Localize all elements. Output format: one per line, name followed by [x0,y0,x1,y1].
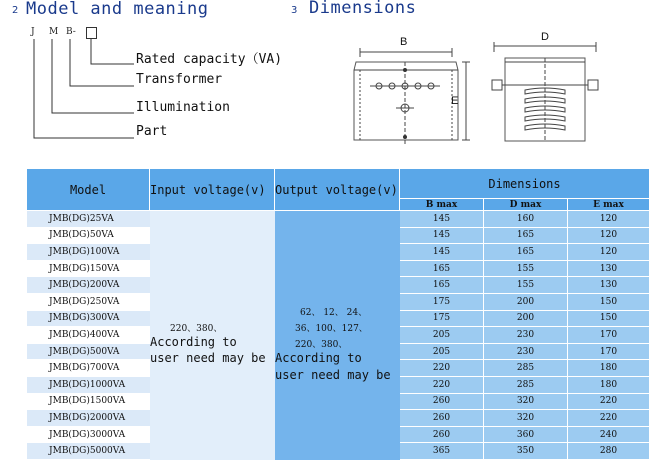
table-row-model: JMB(DG)500VA [27,344,150,361]
code-letter-b: B- [66,27,76,37]
table-row-model: JMB(DG)150VA [27,261,150,278]
table-cell-b-max: 220 [400,360,484,377]
dim-label-b: B [400,36,408,48]
table-cell-b-max: 205 [400,327,484,344]
header-dimensions [400,169,650,199]
subheader-e [568,199,650,211]
table-cell-b-max: 205 [400,344,484,361]
table-row-model: JMB(DG)700VA [27,360,150,377]
model-section-number: 2 [12,5,19,16]
table-cell-d-max: 320 [484,410,568,427]
table-cell-d-max: 285 [484,377,568,394]
table-row-model: JMB(DG)400VA [27,327,150,344]
table-cell-b-max: 260 [400,410,484,427]
output-voltage-line2: 36、100、127、 [295,324,368,334]
table-cell-d-max: 200 [484,294,568,311]
table-row-model: JMB(DG)2000VA [27,410,150,427]
dims-section-number: 3 [291,5,298,16]
input-voltage-values: 220、380、 [170,324,223,334]
table-cell-e-max: 220 [568,394,650,411]
table-row-model: JMB(DG)25VA [27,211,150,228]
table-cell-d-max: 350 [484,443,568,460]
table-row-model: JMB(DG)1000VA [27,377,150,394]
table-cell-d-max: 230 [484,327,568,344]
table-cell-b-max: 175 [400,294,484,311]
table-cell-e-max: 120 [568,244,650,261]
table-cell-e-max: 130 [568,277,650,294]
table-cell-e-max: 240 [568,427,650,444]
table-row-model: JMB(DG)5000VA [27,443,150,460]
output-note-line1: According to [275,351,362,365]
output-voltage-line3: 220、380、 [295,340,348,350]
code-letter-m: M [49,27,59,37]
table-cell-d-max: 160 [484,211,568,228]
table-cell-e-max: 180 [568,377,650,394]
table-cell-d-max: 320 [484,394,568,411]
input-note-line2: user need may be [150,351,266,365]
legend-illumination: Illumination [136,100,230,115]
model-section-title: Model and meaning [26,0,209,19]
table-cell-b-max: 145 [400,244,484,261]
table-row-model: JMB(DG)3000VA [27,427,150,444]
table-cell-b-max: 175 [400,311,484,328]
table-cell-d-max: 165 [484,228,568,245]
table-cell-e-max: 150 [568,294,650,311]
table-cell-b-max: 260 [400,394,484,411]
table-cell-b-max: 260 [400,427,484,444]
dims-section-title: Dimensions [309,0,417,18]
table-cell-e-max: 280 [568,443,650,460]
subheader-d-label: D max [509,199,542,210]
dimension-drawings [0,0,670,170]
table-cell-d-max: 155 [484,261,568,278]
table-row-model: JMB(DG)250VA [27,294,150,311]
table-cell-e-max: 220 [568,410,650,427]
legend-rated-capacity: Rated capacity（VA) [136,52,283,67]
table-cell-d-max: 200 [484,311,568,328]
spec-table [27,169,650,460]
header-output [275,169,400,211]
dim-label-d: D [541,31,549,43]
table-cell-b-max: 145 [400,211,484,228]
table-cell-e-max: 150 [568,311,650,328]
output-voltage-line1: 62、 12、 24、 [300,308,368,318]
table-cell-b-max: 165 [400,261,484,278]
header-input-label: Input voltage(v) [150,182,266,197]
header-dimensions-label: Dimensions [488,176,561,191]
table-cell-d-max: 230 [484,344,568,361]
table-cell-d-max: 165 [484,244,568,261]
subheader-e-label: E max [593,199,624,210]
output-voltage-cell [275,211,400,460]
table-cell-d-max: 285 [484,360,568,377]
header-model [27,169,150,211]
table-cell-d-max: 360 [484,427,568,444]
output-note-line2: user need may be [275,368,391,382]
table-row-model: JMB(DG)100VA [27,244,150,261]
table-cell-e-max: 180 [568,360,650,377]
header-output-label: Output voltage(v) [275,182,398,197]
table-cell-b-max: 220 [400,377,484,394]
table-cell-b-max: 145 [400,228,484,245]
subheader-d [484,199,568,211]
table-row-model: JMB(DG)50VA [27,228,150,245]
table-cell-e-max: 130 [568,261,650,278]
table-row-model: JMB(DG)300VA [27,311,150,328]
table-cell-e-max: 120 [568,211,650,228]
table-cell-d-max: 155 [484,277,568,294]
legend-part: Part [136,124,168,139]
input-note-line1: According to [150,335,237,349]
subheader-b-label: B max [425,199,458,210]
header-input [150,169,275,211]
table-cell-b-max: 365 [400,443,484,460]
subheader-b [400,199,484,211]
table-cell-b-max: 165 [400,277,484,294]
table-row-model: JMB(DG)200VA [27,277,150,294]
table-cell-e-max: 120 [568,228,650,245]
dim-label-e: E [451,95,459,107]
legend-transformer: Transformer [136,72,223,87]
header-model-label: Model [69,182,107,197]
table-cell-e-max: 170 [568,327,650,344]
code-letter-j: J [31,27,35,37]
table-cell-e-max: 170 [568,344,650,361]
table-row-model: JMB(DG)1500VA [27,394,150,411]
